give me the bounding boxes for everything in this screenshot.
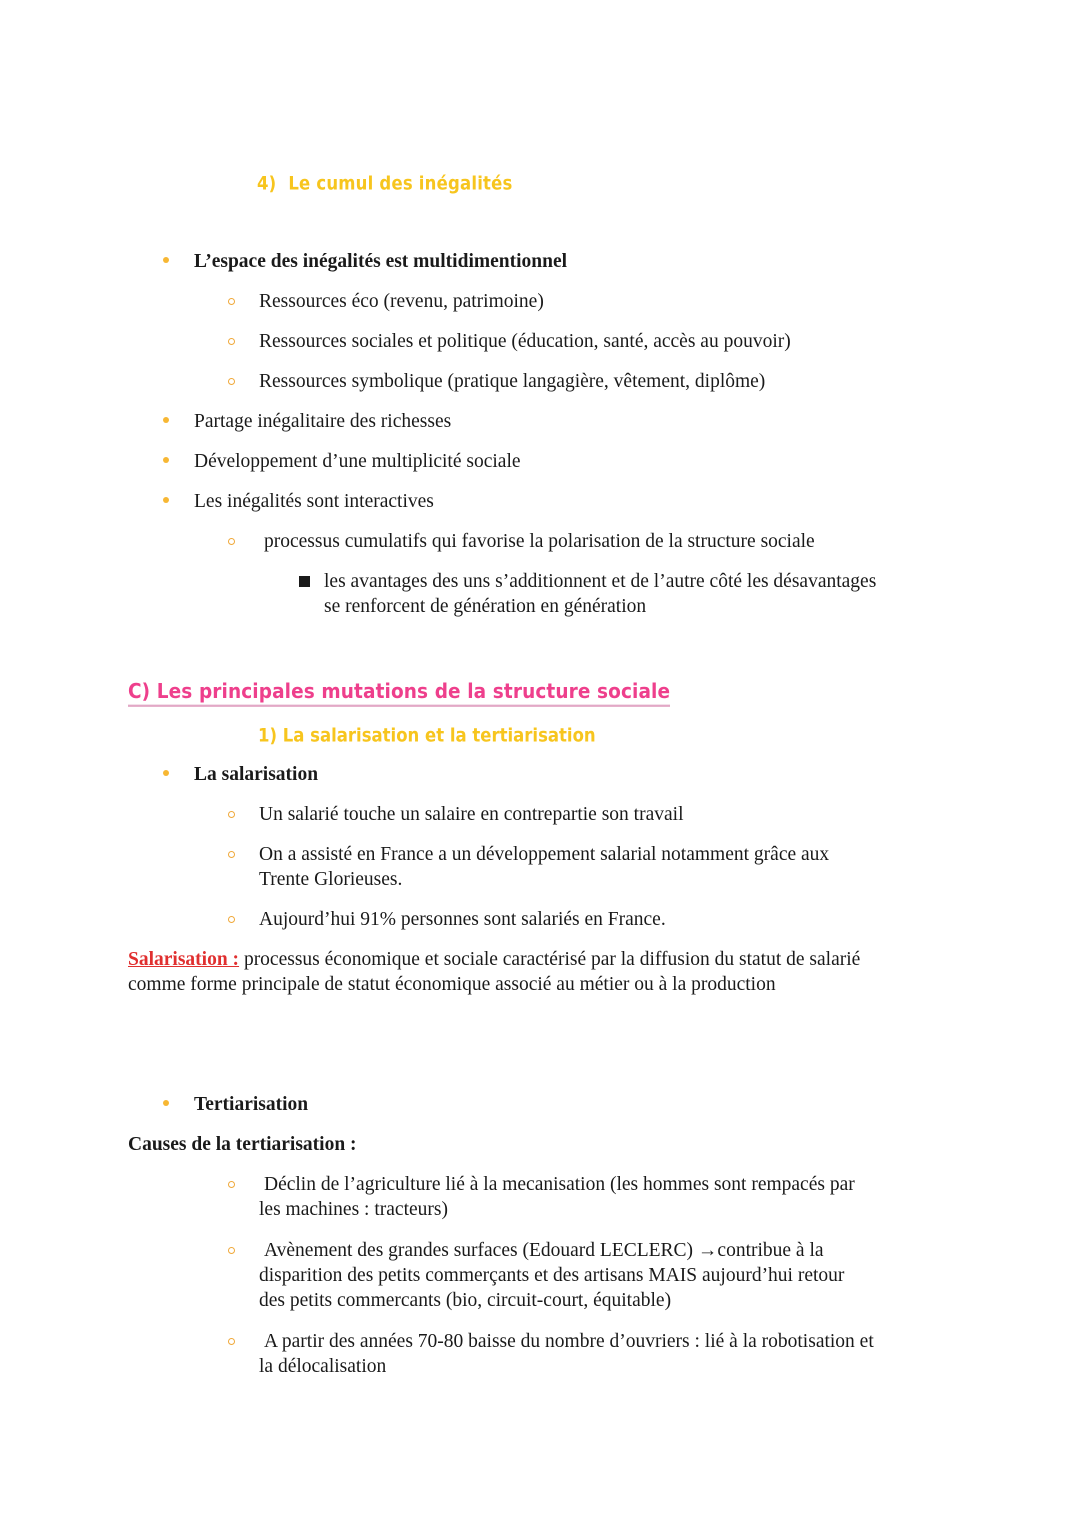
circle-bullet-icon: [228, 811, 235, 818]
square-bullet-icon: [299, 576, 310, 587]
circle-bullet-icon: [228, 1247, 235, 1254]
subsection-number: 1): [258, 724, 278, 746]
circle-bullet-icon: [228, 298, 235, 305]
bullet-icon: [163, 257, 169, 263]
list-subsubitem-line: les avantages des uns s’additionnent et de l’autre côté les désavantages: [324, 571, 877, 592]
definition-text: processus économique et sociale caractérisé par la diffusion du statut de salarié: [239, 949, 861, 970]
circle-bullet-icon: [228, 1338, 235, 1345]
cause-line: les machines : tracteurs): [259, 1199, 448, 1220]
cause-line: des petits commercants (bio, circuit-court, équitable): [259, 1290, 672, 1311]
list-subitem: On a assisté en France a un développement salarial notamment grâce aux: [259, 844, 830, 865]
bullet-icon: [163, 457, 169, 463]
bullet-icon: [163, 770, 169, 776]
cause-line: Déclin de l’agriculture lié à la mecanisation (les hommes sont rempacés par: [264, 1174, 855, 1195]
cause-line: A partir des années 70-80 baisse du nombre d’ouvriers : lié à la robotisation et: [264, 1331, 874, 1352]
list-subsubitem-line: se renforcent de génération en génération: [324, 596, 647, 617]
circle-bullet-icon: [228, 378, 235, 385]
cause-line: la délocalisation: [259, 1356, 387, 1377]
cause-line: disparition des petits commerçants et des artisans MAIS aujourd’hui retour: [259, 1265, 845, 1286]
list-item: L’espace des inégalités est multidimentionnel: [194, 251, 568, 272]
bullet-icon: [163, 417, 169, 423]
list-subitem: processus cumulatifs qui favorise la polarisation de la structure sociale: [264, 531, 815, 552]
circle-bullet-icon: [228, 538, 235, 545]
list-subitem: Ressources symbolique (pratique langagière, vêtement, diplôme): [259, 371, 766, 392]
list-item: Tertiarisation: [194, 1094, 309, 1115]
list-subitem: Ressources sociales et politique (éducation, santé, accès au pouvoir): [259, 331, 791, 352]
list-item: Développement d’une multiplicité sociale: [194, 451, 521, 472]
section-title: Le cumul des inégalités: [288, 172, 513, 194]
list-subitem-continued: Trente Glorieuses.: [259, 869, 403, 890]
section-heading-mutations: C) Les principales mutations de la structure sociale: [128, 680, 670, 707]
cause-line: Avènement des grandes surfaces (Edouard LECLERC) →contribue à la: [264, 1240, 824, 1261]
circle-bullet-icon: [228, 338, 235, 345]
bullet-icon: [163, 497, 169, 503]
definition-term: Salarisation :: [128, 949, 240, 970]
section-number: 4): [257, 172, 277, 194]
circle-bullet-icon: [228, 851, 235, 858]
subsection-title: La salarisation et la tertiarisation: [282, 724, 596, 746]
list-item: Les inégalités sont interactives: [194, 491, 434, 512]
subsection-heading: [258, 724, 596, 746]
definition-line: comme forme principale de statut économique associé au métier ou à la production: [128, 974, 776, 995]
circle-bullet-icon: [228, 1181, 235, 1188]
causes-label: Causes de la tertiarisation :: [128, 1134, 357, 1155]
circle-bullet-icon: [228, 916, 235, 923]
list-subitem: Un salarié touche un salaire en contrepartie son travail: [259, 804, 684, 825]
list-subitem: Ressources éco (revenu, patrimoine): [259, 291, 544, 312]
definition-line: [128, 947, 860, 973]
list-item: La salarisation: [194, 764, 319, 785]
list-subitem: Aujourd’hui 91% personnes sont salariés en France.: [259, 909, 666, 930]
list-item: Partage inégalitaire des richesses: [194, 411, 452, 432]
section-heading-cumul: [257, 172, 513, 194]
bullet-icon: [163, 1100, 169, 1106]
